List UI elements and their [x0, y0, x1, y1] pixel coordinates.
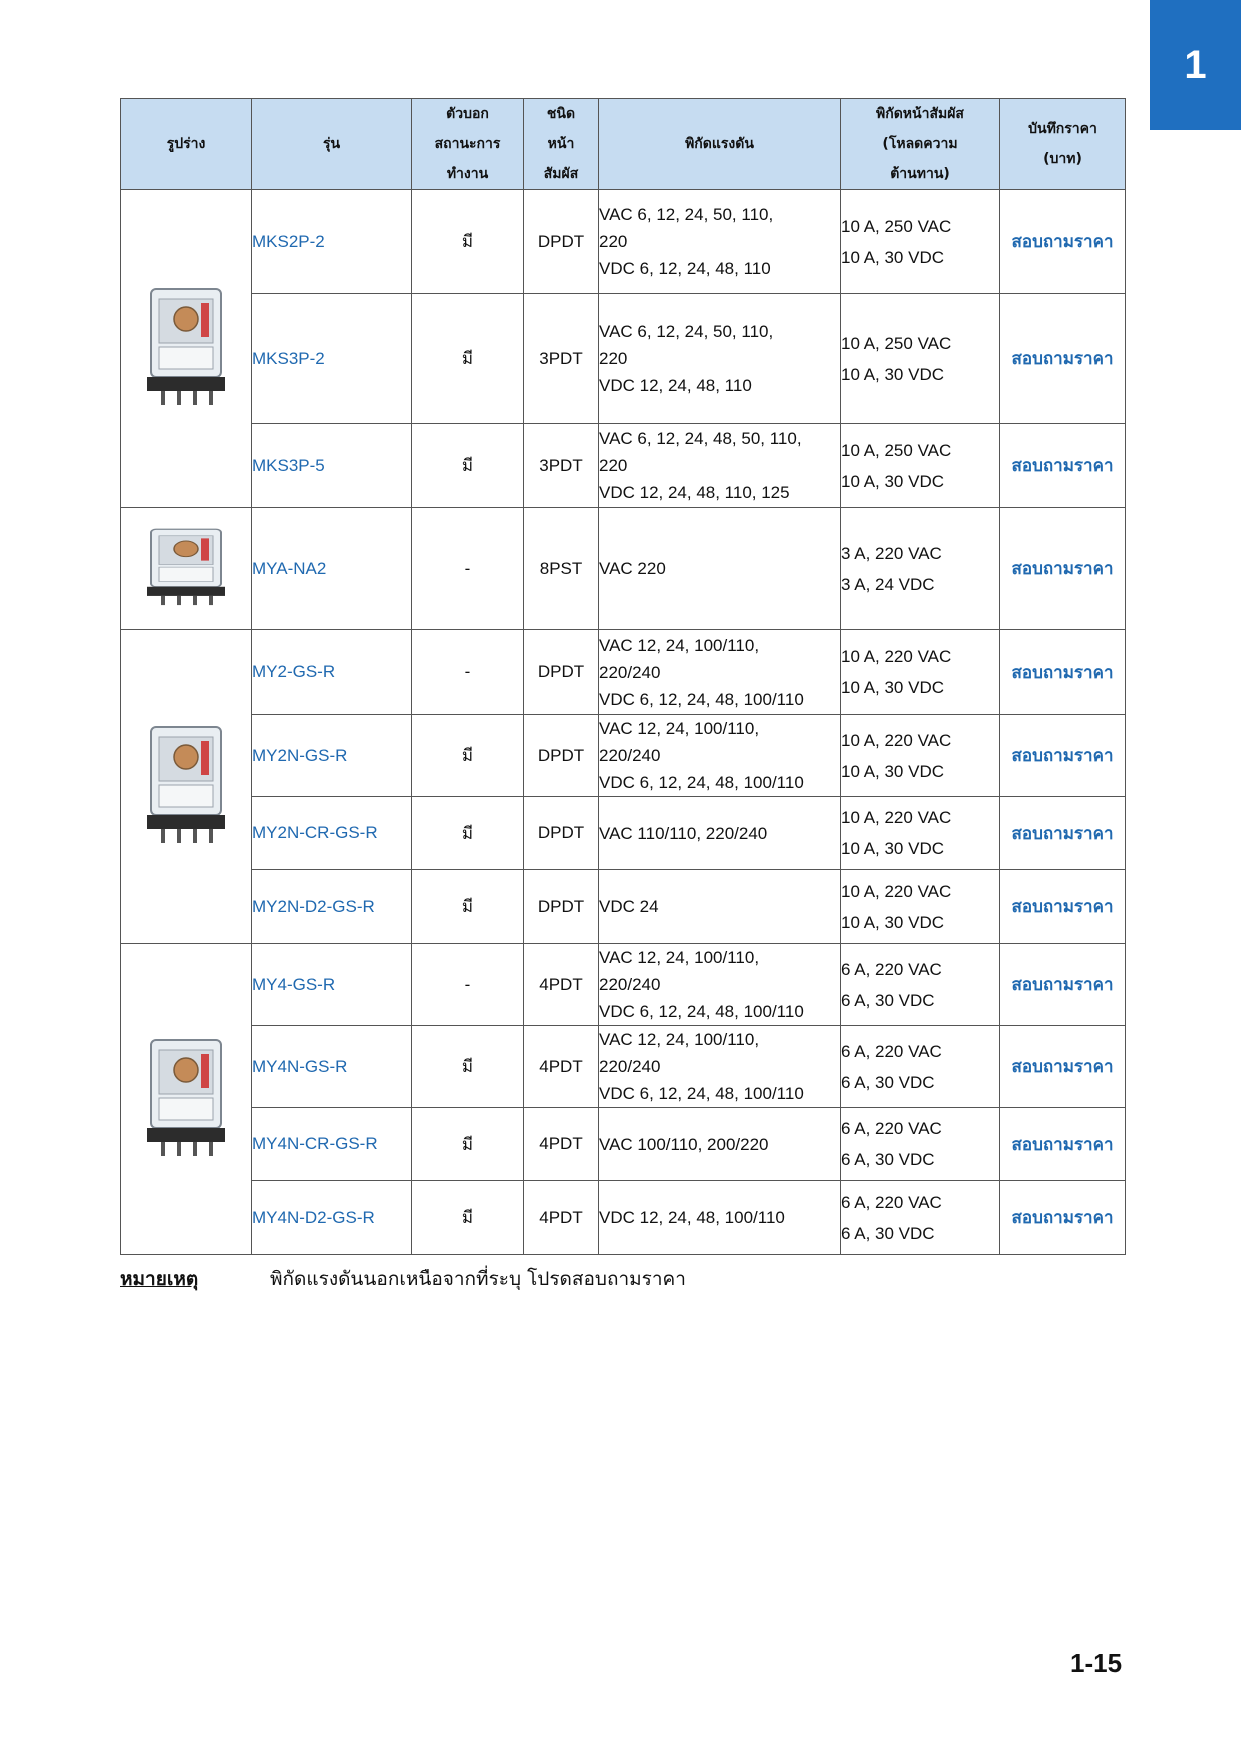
status-indicator: มี: [412, 715, 524, 797]
relay-spec-table: [120, 98, 1126, 1255]
header-rating-line: (โหลดความ: [882, 136, 958, 152]
status-indicator: มี: [412, 1026, 524, 1108]
status-indicator: มี: [412, 294, 524, 424]
voltage-line: 220: [599, 456, 628, 475]
rating-line: 10 A, 30 VDC: [841, 912, 945, 932]
voltage-line: 220/240: [599, 662, 661, 682]
contact-type: 4PDT: [524, 944, 599, 1026]
contact-rating: [841, 870, 1000, 944]
contact-type: 4PDT: [524, 1108, 599, 1181]
contact-type: DPDT: [524, 190, 599, 294]
contact-rating: [841, 630, 1000, 715]
voltage-line: 220/240: [599, 1057, 661, 1076]
status-indicator: มี: [412, 190, 524, 294]
rating-line: 10 A, 30 VDC: [841, 761, 945, 781]
footnote-text: พิกัดแรงดันนอกเหนือจากที่ระบุ โปรดสอบถามราคา: [270, 1268, 686, 1290]
table-row: [121, 715, 1126, 797]
model-name: MY4N-D2-GS-R: [252, 1181, 412, 1255]
voltage-rating: [599, 190, 841, 294]
voltage-rating: [599, 797, 841, 870]
voltage-line: VAC 220: [599, 559, 666, 578]
status-indicator: -: [412, 944, 524, 1026]
voltage-line: VDC 12, 24, 48, 110: [599, 376, 752, 395]
my2-relay-image: [141, 719, 231, 849]
table-row: [121, 190, 1126, 294]
table-row: [121, 1181, 1126, 1255]
header-row: [121, 99, 1126, 190]
voltage-line: VDC 12, 24, 48, 100/110: [599, 1208, 785, 1227]
price-inquiry-link[interactable]: สอบถามราคา: [1000, 424, 1126, 508]
header-price: [1000, 99, 1126, 190]
footnote-label: หมายเหตุ: [120, 1268, 199, 1290]
rating-line: 10 A, 30 VDC: [841, 678, 945, 697]
voltage-rating: [599, 715, 841, 797]
voltage-line: 220: [599, 349, 628, 368]
footnote: [120, 1264, 920, 1294]
header-status-line: ทำงาน: [446, 166, 489, 182]
rating-line: 3 A, 220 VAC: [841, 543, 942, 563]
price-inquiry-link[interactable]: สอบถามราคา: [1000, 797, 1126, 870]
rating-line: 6 A, 30 VDC: [841, 1072, 935, 1092]
model-name: MYA-NA2: [252, 508, 412, 630]
voltage-rating: [599, 294, 841, 424]
model-name: MY2-GS-R: [252, 630, 412, 715]
price-inquiry-link[interactable]: สอบถามราคา: [1000, 1108, 1126, 1181]
product-image-cell: [121, 630, 252, 944]
header-rating-line: ต้านทาน): [890, 166, 950, 182]
contact-rating: [841, 1181, 1000, 1255]
header-status: [412, 99, 524, 190]
price-inquiry-link[interactable]: สอบถามราคา: [1000, 1026, 1126, 1108]
table-row: [121, 1026, 1126, 1108]
price-inquiry-link[interactable]: สอบถามราคา: [1000, 715, 1126, 797]
contact-rating: [841, 508, 1000, 630]
contact-type: 4PDT: [524, 1181, 599, 1255]
voltage-line: VDC 6, 12, 24, 48, 100/110: [599, 689, 804, 709]
table-row: [121, 294, 1126, 424]
contact-type: DPDT: [524, 630, 599, 715]
voltage-line: VAC 12, 24, 100/110,: [599, 948, 760, 967]
contact-type: DPDT: [524, 797, 599, 870]
model-name: MY4N-GS-R: [252, 1026, 412, 1108]
voltage-rating: [599, 508, 841, 630]
page-number: 1-15: [1070, 1648, 1123, 1678]
model-name: MY2N-GS-R: [252, 715, 412, 797]
header-voltage: พิกัดแรงดัน: [599, 99, 841, 190]
voltage-line: VDC 6, 12, 24, 48, 100/110: [599, 773, 804, 792]
voltage-line: VAC 6, 12, 24, 50, 110,: [599, 322, 774, 341]
rating-line: 10 A, 250 VAC: [841, 440, 952, 460]
contact-rating: [841, 1108, 1000, 1181]
contact-rating: [841, 294, 1000, 424]
contact-type: 3PDT: [524, 424, 599, 508]
header-contact-type: [524, 99, 599, 190]
rating-line: 6 A, 30 VDC: [841, 1223, 935, 1243]
header-status-line: สถานะการ: [434, 136, 501, 152]
voltage-line: VAC 6, 12, 24, 48, 50, 110,: [599, 429, 802, 448]
model-name: MKS2P-2: [252, 190, 412, 294]
contact-rating: [841, 797, 1000, 870]
table-row: [121, 870, 1126, 944]
voltage-rating: [599, 630, 841, 715]
table-row: [121, 630, 1126, 715]
contact-rating: [841, 424, 1000, 508]
model-name: MKS3P-2: [252, 294, 412, 424]
status-indicator: -: [412, 630, 524, 715]
voltage-rating: [599, 870, 841, 944]
model-name: MY4-GS-R: [252, 944, 412, 1026]
product-image-cell: [121, 508, 252, 630]
rating-line: 10 A, 220 VAC: [841, 808, 952, 827]
voltage-line: 220/240: [599, 746, 661, 765]
contact-type: DPDT: [524, 715, 599, 797]
rating-line: 6 A, 30 VDC: [841, 990, 935, 1010]
rating-line: 6 A, 220 VAC: [841, 1119, 942, 1138]
rating-line: 6 A, 220 VAC: [841, 1041, 942, 1061]
table-row: [121, 424, 1126, 508]
voltage-line: VDC 24: [599, 897, 659, 916]
product-image-cell: [121, 190, 252, 508]
header-contact-line: สัมผัส: [543, 166, 579, 182]
voltage-line: VDC 6, 12, 24, 48, 100/110: [599, 1002, 804, 1021]
rating-line: 6 A, 30 VDC: [841, 1150, 935, 1169]
header-contact-line: หน้า: [547, 136, 575, 152]
header-price-line: (บาท): [1043, 151, 1082, 167]
voltage-line: VDC 6, 12, 24, 48, 110: [599, 259, 771, 278]
voltage-line: 220/240: [599, 975, 661, 994]
contact-type: 3PDT: [524, 294, 599, 424]
voltage-line: VAC 6, 12, 24, 50, 110,: [599, 205, 774, 224]
voltage-line: VAC 12, 24, 100/110,: [599, 1030, 760, 1049]
chapter-tab: 1: [1150, 0, 1241, 130]
product-image-cell: [121, 944, 252, 1255]
rating-line: 10 A, 30 VDC: [841, 247, 945, 267]
voltage-line: VDC 6, 12, 24, 48, 100/110: [599, 1084, 804, 1103]
contact-rating: [841, 190, 1000, 294]
mks-relay-image: [141, 281, 231, 411]
voltage-line: VAC 100/110, 200/220: [599, 1134, 769, 1154]
table-row: [121, 944, 1126, 1026]
rating-line: 10 A, 30 VDC: [841, 471, 945, 491]
my4-relay-image: [141, 1032, 231, 1162]
status-indicator: -: [412, 508, 524, 630]
model-name: MY2N-CR-GS-R: [252, 797, 412, 870]
status-indicator: มี: [412, 1181, 524, 1255]
contact-type: 8PST: [524, 508, 599, 630]
voltage-line: 220: [599, 232, 628, 251]
status-indicator: มี: [412, 797, 524, 870]
status-indicator: มี: [412, 424, 524, 508]
rating-line: 10 A, 250 VAC: [841, 216, 952, 236]
rating-line: 6 A, 220 VAC: [841, 959, 942, 979]
rating-line: 6 A, 220 VAC: [841, 1192, 942, 1212]
table-row: [121, 797, 1126, 870]
table-row: [121, 1108, 1126, 1181]
status-indicator: มี: [412, 1108, 524, 1181]
model-name: MY2N-D2-GS-R: [252, 870, 412, 944]
header-rating-line: พิกัดหน้าสัมผัส: [876, 106, 964, 122]
voltage-line: VAC 12, 24, 100/110,: [599, 635, 760, 655]
voltage-line: VAC 110/110, 220/240: [599, 823, 768, 843]
rating-line: 3 A, 24 VDC: [841, 574, 935, 594]
voltage-rating: [599, 1026, 841, 1108]
price-inquiry-link[interactable]: สอบถามราคา: [1000, 870, 1126, 944]
header-rating: [841, 99, 1000, 190]
contact-type: DPDT: [524, 870, 599, 944]
model-name: MKS3P-5: [252, 424, 412, 508]
rating-line: 10 A, 30 VDC: [841, 364, 945, 384]
voltage-rating: [599, 944, 841, 1026]
contact-rating: [841, 1026, 1000, 1108]
voltage-line: VAC 12, 24, 100/110,: [599, 719, 760, 738]
rating-line: 10 A, 220 VAC: [841, 881, 952, 901]
contact-rating: [841, 715, 1000, 797]
header-status-line: ตัวบอก: [446, 106, 489, 122]
rating-line: 10 A, 250 VAC: [841, 333, 952, 353]
voltage-rating: [599, 1108, 841, 1181]
price-inquiry-link[interactable]: สอบถามราคา: [1000, 508, 1126, 630]
price-inquiry-link[interactable]: สอบถามราคา: [1000, 190, 1126, 294]
rating-line: 10 A, 220 VAC: [841, 647, 952, 666]
price-inquiry-link[interactable]: สอบถามราคา: [1000, 294, 1126, 424]
contact-type: 4PDT: [524, 1026, 599, 1108]
model-name: MY4N-CR-GS-R: [252, 1108, 412, 1181]
voltage-rating: [599, 1181, 841, 1255]
voltage-line: VDC 12, 24, 48, 110, 125: [599, 483, 790, 502]
rating-line: 10 A, 220 VAC: [841, 730, 952, 750]
header-price-line: บันทึกราคา: [1028, 121, 1097, 137]
header-model: รุ่น: [252, 99, 412, 190]
header-contact-line: ชนิด: [546, 106, 576, 122]
rating-line: 10 A, 30 VDC: [841, 839, 945, 858]
status-indicator: มี: [412, 870, 524, 944]
header-shape: รูปร่าง: [121, 99, 252, 190]
mya-relay-image: [141, 524, 231, 609]
price-inquiry-link[interactable]: สอบถามราคา: [1000, 1181, 1126, 1255]
price-inquiry-link[interactable]: สอบถามราคา: [1000, 630, 1126, 715]
contact-rating: [841, 944, 1000, 1026]
table-row: [121, 508, 1126, 630]
price-inquiry-link[interactable]: สอบถามราคา: [1000, 944, 1126, 1026]
voltage-rating: [599, 424, 841, 508]
